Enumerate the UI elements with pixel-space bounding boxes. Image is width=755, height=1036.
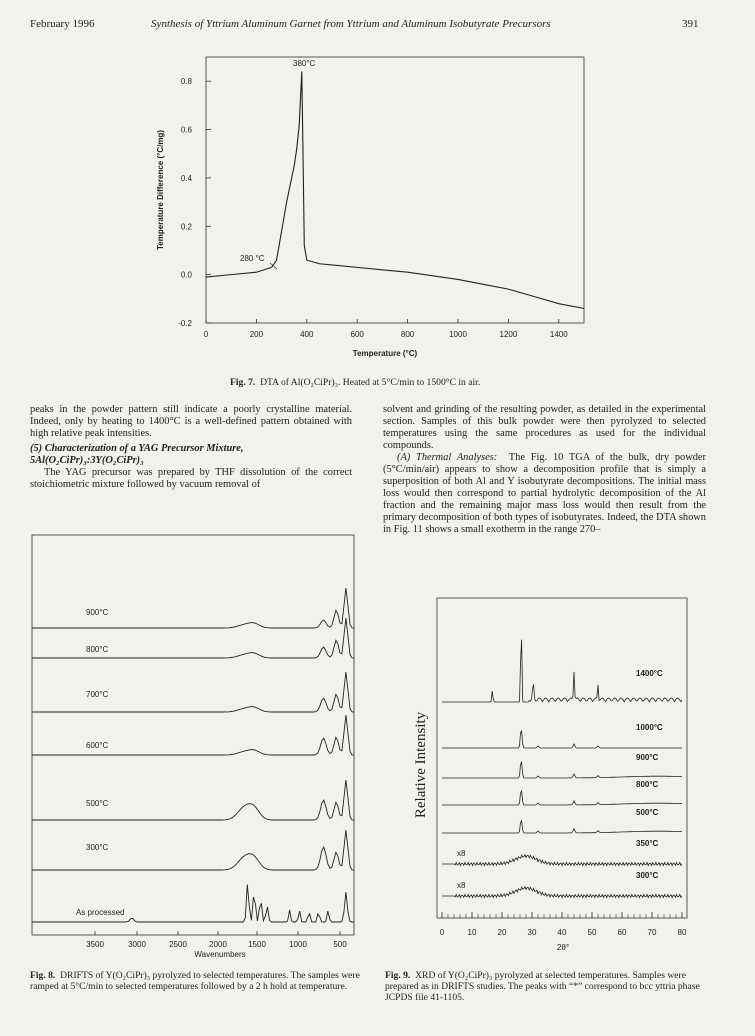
fig7-onset-annotation: 280 °C — [240, 254, 265, 263]
fig9-xtick-label: 0 — [439, 928, 445, 937]
fig9-trace — [442, 762, 682, 778]
fig9-scale-label: x8 — [457, 849, 466, 858]
fig7-ylabel: Temperature Difference (°C/mg) — [156, 130, 165, 250]
running-date: February 1996 — [30, 18, 95, 30]
fig8-xtick-label: 2000 — [209, 940, 227, 949]
fig9-trace-label: 800°C — [636, 780, 659, 789]
fig8-xlabel: Wavenumbers — [194, 950, 246, 959]
fig8-xtick-label: 1000 — [289, 940, 307, 949]
fig9-trace-label: 350°C — [636, 839, 659, 848]
fig9-xtick-label: 20 — [497, 928, 507, 937]
fig7-xtick-label: 1400 — [549, 330, 568, 339]
fig8-caption-label: Fig. 8. — [30, 970, 56, 981]
fig9-ylabel: Relative Intensity — [413, 711, 429, 819]
fig8-trace-label: 800°C — [86, 645, 109, 654]
section-heading: (5) Characterization of a YAG Precursor Mixture, 5Al(O₂CiPr)₃:3Y(O₂CiPr)₃ — [30, 443, 244, 466]
fig7-xtick-label: 1200 — [499, 330, 518, 339]
fig9-trace-label: 500°C — [636, 808, 659, 817]
fig9-scale-label: x8 — [457, 881, 466, 890]
thermal-analyses-heading: (A) Thermal Analyses: — [397, 452, 498, 463]
fig7-ytick-label: 0.8 — [180, 77, 192, 87]
fig7-xlabel: Temperature (°C) — [352, 349, 418, 358]
fig7-caption-label: Fig. 7. — [230, 377, 256, 388]
fig8-xtick-label: 3000 — [128, 940, 146, 949]
fig7-ytick-label: 0.0 — [180, 270, 192, 280]
fig7-xtick-label: 200 — [249, 330, 264, 339]
fig7-ytick-label: 0.6 — [180, 125, 192, 135]
fig9-caption-text: XRD of Y(O₂CiPr)₃ pyrolyzed at selected temperatures. Samples were prepared as in DRIFTS studies. The peaks with “*” correspond to bcc yttria phase JCPDS file 41-1105. — [385, 970, 700, 1003]
fig7-xtick-label: 0 — [203, 330, 209, 339]
right-paragraph-2-text: The Fig. 10 TGA of the bulk, dry powder (5°C/min/air) appears to show a decomposition profile that is simply a superposition of both Al and Y isobutyrate decompositions. The initial mass loss would then correspond to partial hydrolytic decomposition of the Al fraction and the remaining major mass loss would then result from the primary decomposition of both types of isobutyrates. Indeed, the DTA shown in Fig. 11 shows a small exotherm in the range 270– — [383, 452, 707, 535]
fig9-trace-label: 300°C — [636, 871, 659, 880]
fig7-xtick-label: 800 — [400, 330, 415, 339]
fig7-ytick-label: -0.2 — [178, 319, 192, 328]
running-title: Synthesis of Yttrium Aluminum Garnet from Yttrium and Aluminum Isobutyrate Precursors — [151, 18, 551, 30]
fig7-ytick-label: 0.2 — [180, 222, 192, 232]
fig9-trace — [442, 887, 682, 898]
left-paragraph-2: The YAG precursor was prepared by THF dissolution of the correct stoichiometric mixture followed by vacuum removal of — [30, 467, 352, 490]
fig9-trace-label: 900°C — [636, 753, 659, 762]
fig8-trace-label: 500°C — [86, 799, 109, 808]
fig7-xtick-label: 1000 — [449, 330, 467, 339]
fig9-caption-label: Fig. 9. — [385, 970, 411, 981]
fig9-xtick-label: 50 — [587, 928, 597, 937]
fig8-caption-text: DRIFTS of Y(O₂CiPr)₃ pyrolyzed to selected temperatures. The samples were ramped at 5°C/min to selected temperatures followed by a 2 h hold at temperature. — [30, 970, 360, 992]
fig9-xtick-label: 30 — [527, 928, 537, 937]
fig9-xtick-label: 40 — [557, 928, 567, 937]
fig8-xtick-label: 3500 — [86, 940, 104, 949]
left-paragraph-1: peaks in the powder pattern still indicate a poorly crystalline material. Indeed, only by heating to 1400°C is a well-defined pattern obtained with high relative peak intensities. — [30, 404, 352, 439]
fig7-xtick-label: 600 — [350, 330, 364, 339]
right-paragraph-1: solvent and grinding of the resulting powder, as detailed in the experimental section. Samples of this bulk powder were then pyrolyzed to selected temperatures using the same procedures as used for the individual compounds. — [383, 404, 706, 451]
fig8-trace-label: 600°C — [86, 741, 109, 750]
fig9-xtick-label: 70 — [647, 928, 657, 937]
fig7-peak-annotation: 380°C — [293, 59, 316, 68]
fig9-trace — [442, 791, 682, 805]
fig9-xtick-label: 10 — [467, 928, 477, 937]
fig8-trace-label: 900°C — [86, 608, 109, 617]
fig8-xtick-label: 1500 — [248, 940, 266, 949]
fig8-trace-label: 700°C — [86, 690, 109, 699]
fig9-trace-label: 1400°C — [636, 669, 663, 678]
fig9-xtick-label: 80 — [677, 928, 687, 937]
fig8-xtick-label: 2500 — [169, 940, 187, 949]
fig9-trace-label: 1000°C — [636, 723, 663, 732]
fig8-xtick-label: 500 — [333, 940, 347, 949]
fig8-trace-label: 300°C — [86, 843, 109, 852]
fig7-caption-text: DTA of Al(O₂CiPr)₃. Heated at 5°C/min to 1500°C in air. — [260, 377, 481, 388]
fig9-trace — [442, 821, 682, 833]
fig9-trace — [442, 855, 682, 866]
fig7-xtick-label: 400 — [300, 330, 314, 339]
fig9-trace — [442, 731, 682, 749]
fig7-ytick-label: 0.4 — [180, 173, 192, 183]
fig9-xtick-label: 60 — [617, 928, 627, 937]
fig9-caption — [385, 970, 713, 1003]
fig8-trace-label: As processed — [76, 908, 125, 917]
fig9-xlabel: 2θ° — [556, 943, 570, 952]
page-number: 391 — [682, 18, 699, 30]
